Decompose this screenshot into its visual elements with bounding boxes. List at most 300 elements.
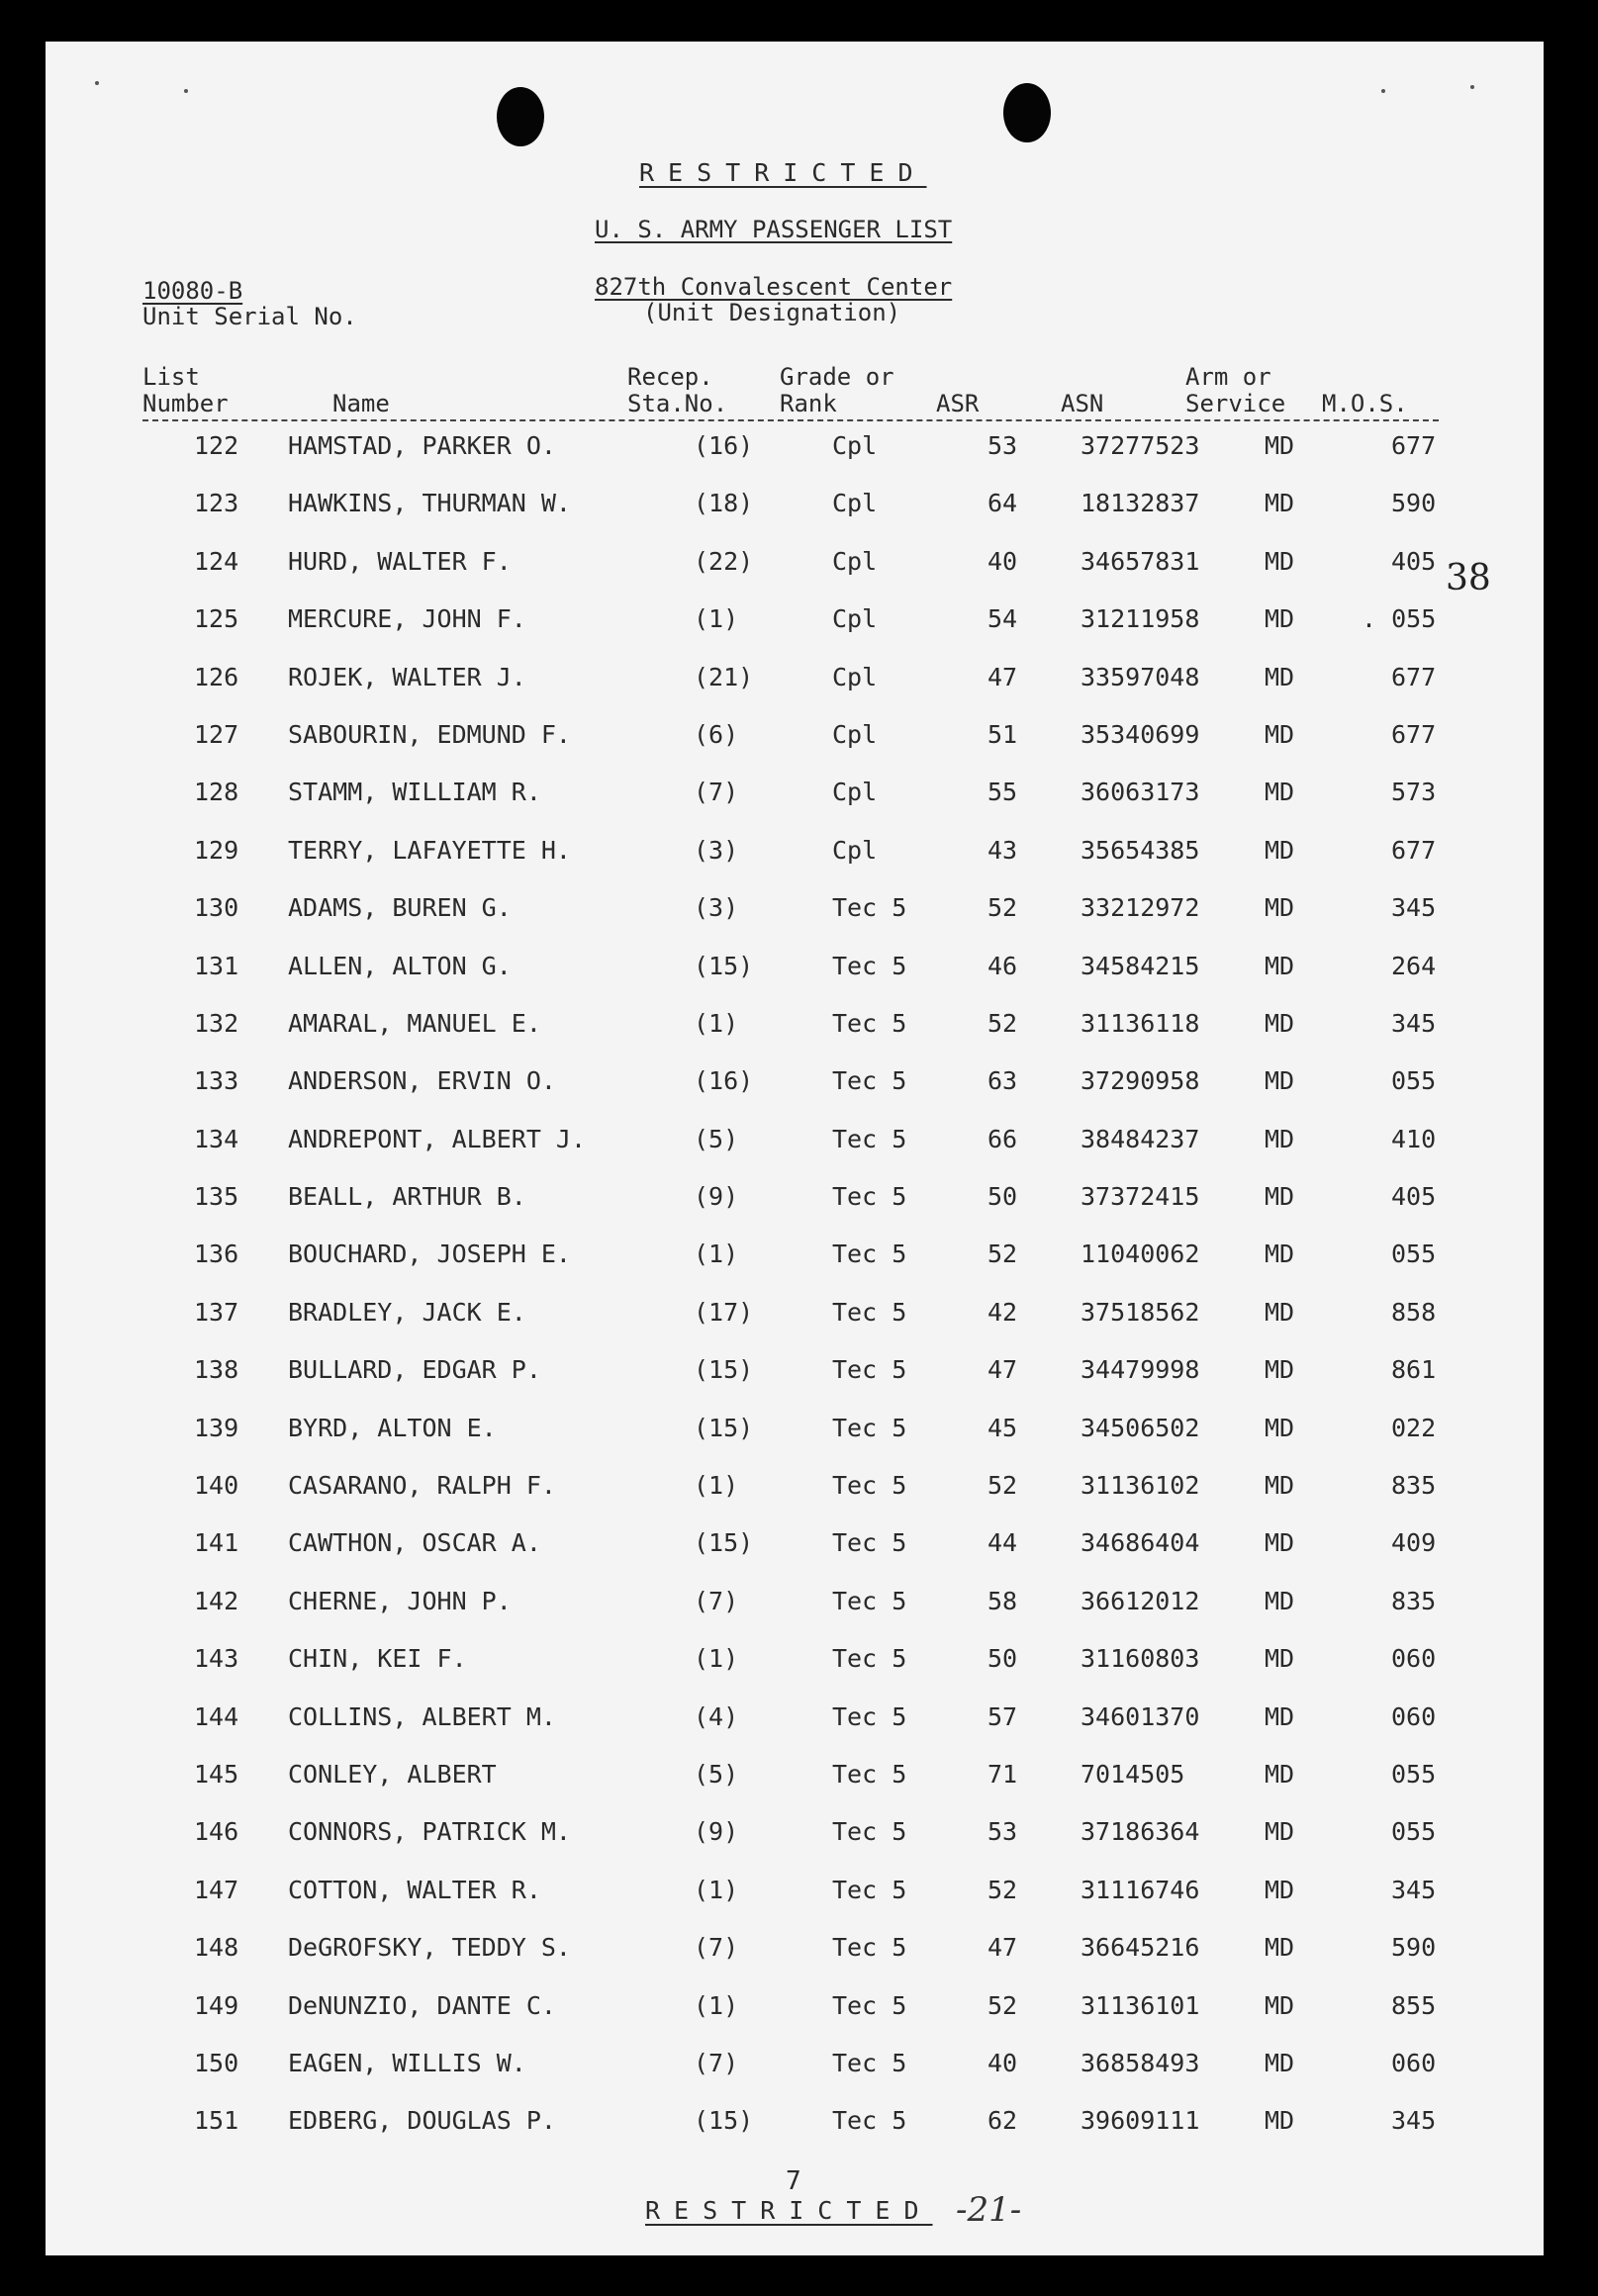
asn-number: 37372415 xyxy=(1081,1182,1200,1212)
asn-number: 31160803 xyxy=(1081,1644,1200,1674)
punch-hole-left xyxy=(497,87,544,146)
list-number: 141 xyxy=(194,1528,239,1558)
arm-service: MD xyxy=(1265,2106,1295,2136)
asr-score: 66 xyxy=(987,1124,1018,1153)
passenger-name: AMARAL, MANUEL E. xyxy=(288,1008,541,1038)
unit-designation: 827th Convalescent Center xyxy=(595,273,953,301)
passenger-name: ROJEK, WALTER J. xyxy=(288,662,526,691)
list-number: 134 xyxy=(194,1124,239,1153)
recep-station: (3) xyxy=(694,893,739,923)
list-number: 150 xyxy=(194,2048,239,2077)
recep-station: (21) xyxy=(694,662,754,691)
asr-score: 52 xyxy=(987,1008,1018,1038)
passenger-name: BOUCHARD, JOSEPH E. xyxy=(288,1240,571,1269)
grade-rank: Tec 5 xyxy=(832,1586,907,1615)
asn-number: 36612012 xyxy=(1081,1586,1200,1615)
asn-number: 39609111 xyxy=(1081,2106,1200,2136)
arm-service: MD xyxy=(1265,662,1295,691)
asn-number: 7014505 xyxy=(1081,1759,1185,1789)
list-number: 146 xyxy=(194,1817,239,1847)
grade-rank: Cpl xyxy=(832,778,878,807)
recep-station: (16) xyxy=(694,1066,754,1096)
passenger-name: HAMSTAD, PARKER O. xyxy=(288,431,556,460)
recep-station: (1) xyxy=(694,1471,739,1501)
col-grade-line2: Rank xyxy=(780,390,837,417)
mos-code: 345 xyxy=(1391,893,1437,923)
speck xyxy=(184,89,188,93)
passenger-name: EAGEN, WILLIS W. xyxy=(288,2048,526,2077)
recep-station: (3) xyxy=(694,835,739,865)
passenger-name: HURD, WALTER F. xyxy=(288,546,512,576)
passenger-name: CONLEY, ALBERT xyxy=(288,1759,497,1789)
unit-designation-label: (Unit Designation) xyxy=(643,299,901,326)
col-grade-line1: Grade or xyxy=(780,363,894,391)
asr-score: 40 xyxy=(987,546,1018,576)
asn-number: 36645216 xyxy=(1081,1933,1200,1963)
arm-service: MD xyxy=(1265,1933,1295,1963)
col-recep-line2: Sta.No. xyxy=(627,390,728,417)
grade-rank: Tec 5 xyxy=(832,1413,907,1442)
mos-code: 055 xyxy=(1391,1817,1437,1847)
list-number: 122 xyxy=(194,431,239,460)
arm-service: MD xyxy=(1265,489,1295,518)
restricted-footer: RESTRICTED xyxy=(645,2196,933,2225)
asn-number: 36063173 xyxy=(1081,778,1200,807)
arm-service: MD xyxy=(1265,778,1295,807)
table-row xyxy=(46,1294,1544,1351)
asr-score: 57 xyxy=(987,1701,1018,1731)
asr-score: 45 xyxy=(987,1413,1018,1442)
speck xyxy=(1381,89,1385,93)
mos-code: 855 xyxy=(1391,1990,1437,2020)
asr-score: 71 xyxy=(987,1759,1018,1789)
list-number: 129 xyxy=(194,835,239,865)
col-list-number-line1: List xyxy=(142,363,200,391)
mos-code: 861 xyxy=(1391,1355,1437,1385)
asn-number: 31211958 xyxy=(1081,604,1200,634)
table-row xyxy=(46,485,1544,542)
table-row xyxy=(46,1005,1544,1062)
table-row xyxy=(46,889,1544,947)
col-arm-line2: Service xyxy=(1185,390,1286,417)
table-row xyxy=(46,1351,1544,1409)
passenger-name: CAWTHON, OSCAR A. xyxy=(288,1528,541,1558)
arm-service: MD xyxy=(1265,1413,1295,1442)
list-number: 128 xyxy=(194,778,239,807)
margin-number: 38 xyxy=(1446,558,1491,598)
recep-station: (7) xyxy=(694,2048,739,2077)
mos-code: 835 xyxy=(1391,1586,1437,1615)
grade-rank: Cpl xyxy=(832,431,878,460)
recep-station: (1) xyxy=(694,604,739,634)
grade-rank: Tec 5 xyxy=(832,2048,907,2077)
table-row xyxy=(46,2045,1544,2102)
list-number: 126 xyxy=(194,662,239,691)
asn-number: 31116746 xyxy=(1081,1875,1200,1904)
recep-station: (1) xyxy=(694,1644,739,1674)
grade-rank: Tec 5 xyxy=(832,1875,907,1904)
list-number: 124 xyxy=(194,546,239,576)
passenger-name: BRADLEY, JACK E. xyxy=(288,1297,526,1327)
asr-score: 43 xyxy=(987,835,1018,865)
grade-rank: Tec 5 xyxy=(832,1528,907,1558)
recep-station: (22) xyxy=(694,546,754,576)
document-page xyxy=(46,42,1544,2255)
table-row xyxy=(46,1756,1544,1813)
grade-rank: Cpl xyxy=(832,835,878,865)
list-number: 151 xyxy=(194,2106,239,2136)
mos-code: 405 xyxy=(1391,546,1437,576)
table-row xyxy=(46,716,1544,774)
mos-code: 345 xyxy=(1391,2106,1437,2136)
asr-score: 52 xyxy=(987,1990,1018,2020)
mos-code: 055 xyxy=(1391,1240,1437,1269)
mos-code: 060 xyxy=(1391,1701,1437,1731)
recep-station: (15) xyxy=(694,951,754,980)
col-asn: ASN xyxy=(1061,390,1104,417)
mos-code: 060 xyxy=(1391,2048,1437,2077)
passenger-name: BEALL, ARTHUR B. xyxy=(288,1182,526,1212)
list-number: 147 xyxy=(194,1875,239,1904)
grade-rank: Cpl xyxy=(832,489,878,518)
arm-service: MD xyxy=(1265,951,1295,980)
table-row xyxy=(46,1583,1544,1640)
col-arm-line1: Arm or xyxy=(1185,363,1271,391)
asn-number: 34601370 xyxy=(1081,1701,1200,1731)
asr-score: 63 xyxy=(987,1066,1018,1096)
recep-station: (7) xyxy=(694,778,739,807)
list-number: 123 xyxy=(194,489,239,518)
table-row xyxy=(46,2102,1544,2159)
asn-number: 34584215 xyxy=(1081,951,1200,980)
arm-service: MD xyxy=(1265,546,1295,576)
passenger-name: SABOURIN, EDMUND F. xyxy=(288,719,571,749)
arm-service: MD xyxy=(1265,431,1295,460)
asn-number: 11040062 xyxy=(1081,1240,1200,1269)
recep-station: (1) xyxy=(694,1008,739,1038)
arm-service: MD xyxy=(1265,1297,1295,1327)
grade-rank: Tec 5 xyxy=(832,2106,907,2136)
table-row xyxy=(46,774,1544,831)
mos-code: 858 xyxy=(1391,1297,1437,1327)
passenger-name: CHERNE, JOHN P. xyxy=(288,1586,512,1615)
asr-score: 42 xyxy=(987,1297,1018,1327)
recep-station: (15) xyxy=(694,1528,754,1558)
passenger-name: HAWKINS, THURMAN W. xyxy=(288,489,571,518)
asn-number: 35654385 xyxy=(1081,835,1200,865)
asn-number: 31136118 xyxy=(1081,1008,1200,1038)
grade-rank: Tec 5 xyxy=(832,1817,907,1847)
table-row xyxy=(46,1178,1544,1236)
list-number: 133 xyxy=(194,1066,239,1096)
grade-rank: Tec 5 xyxy=(832,893,907,923)
table-row xyxy=(46,600,1544,658)
table-row xyxy=(46,1062,1544,1120)
mos-code: 677 xyxy=(1391,662,1437,691)
list-number: 140 xyxy=(194,1471,239,1501)
mos-code: 022 xyxy=(1391,1413,1437,1442)
mos-code: 055 xyxy=(1391,1066,1437,1096)
passenger-name: ANDERSON, ERVIN O. xyxy=(288,1066,556,1096)
mos-code: 345 xyxy=(1391,1008,1437,1038)
mos-code: . 055 xyxy=(1362,604,1437,634)
passenger-name: ADAMS, BUREN G. xyxy=(288,893,512,923)
col-name: Name xyxy=(332,390,390,417)
asn-number: 34657831 xyxy=(1081,546,1200,576)
mos-code: 055 xyxy=(1391,1759,1437,1789)
arm-service: MD xyxy=(1265,1586,1295,1615)
list-number: 138 xyxy=(194,1355,239,1385)
passenger-name: DeNUNZIO, DANTE C. xyxy=(288,1990,556,2020)
asr-score: 52 xyxy=(987,1240,1018,1269)
asn-number: 33212972 xyxy=(1081,893,1200,923)
list-number: 127 xyxy=(194,719,239,749)
list-number: 130 xyxy=(194,893,239,923)
table-row xyxy=(46,1929,1544,1986)
grade-rank: Tec 5 xyxy=(832,1471,907,1501)
mos-code: 410 xyxy=(1391,1124,1437,1153)
recep-station: (1) xyxy=(694,1875,739,1904)
asr-score: 54 xyxy=(987,604,1018,634)
table-row xyxy=(46,1813,1544,1871)
asr-score: 58 xyxy=(987,1586,1018,1615)
asn-number: 34479998 xyxy=(1081,1355,1200,1385)
asr-score: 47 xyxy=(987,1933,1018,1963)
col-recep-line1: Recep. xyxy=(627,363,713,391)
list-number: 148 xyxy=(194,1933,239,1963)
arm-service: MD xyxy=(1265,719,1295,749)
asn-number: 36858493 xyxy=(1081,2048,1200,2077)
table-row xyxy=(46,1524,1544,1582)
grade-rank: Tec 5 xyxy=(832,1124,907,1153)
restricted-header: RESTRICTED xyxy=(639,158,927,187)
asr-score: 62 xyxy=(987,2106,1018,2136)
grade-rank: Tec 5 xyxy=(832,1701,907,1731)
mos-code: 677 xyxy=(1391,719,1437,749)
list-number: 142 xyxy=(194,1586,239,1615)
unit-serial-label: Unit Serial No. xyxy=(142,303,357,330)
recep-station: (15) xyxy=(694,2106,754,2136)
grade-rank: Tec 5 xyxy=(832,1297,907,1327)
document-title: U. S. ARMY PASSENGER LIST xyxy=(595,216,953,243)
grade-rank: Tec 5 xyxy=(832,1759,907,1789)
grade-rank: Tec 5 xyxy=(832,1644,907,1674)
asr-score: 46 xyxy=(987,951,1018,980)
recep-station: (7) xyxy=(694,1586,739,1615)
asn-number: 18132837 xyxy=(1081,489,1200,518)
arm-service: MD xyxy=(1265,1875,1295,1904)
mos-code: 345 xyxy=(1391,1875,1437,1904)
arm-service: MD xyxy=(1265,1990,1295,2020)
asr-score: 51 xyxy=(987,719,1018,749)
asr-score: 52 xyxy=(987,893,1018,923)
asn-number: 31136101 xyxy=(1081,1990,1200,2020)
asn-number: 34506502 xyxy=(1081,1413,1200,1442)
list-number: 139 xyxy=(194,1413,239,1442)
recep-station: (1) xyxy=(694,1990,739,2020)
table-row xyxy=(46,1640,1544,1698)
asr-score: 55 xyxy=(987,778,1018,807)
table-row xyxy=(46,1987,1544,2045)
asr-score: 53 xyxy=(987,1817,1018,1847)
mos-code: 573 xyxy=(1391,778,1437,807)
table-row xyxy=(46,1121,1544,1178)
asr-score: 47 xyxy=(987,662,1018,691)
grade-rank: Cpl xyxy=(832,662,878,691)
list-number: 145 xyxy=(194,1759,239,1789)
mos-code: 590 xyxy=(1391,489,1437,518)
recep-station: (18) xyxy=(694,489,754,518)
col-asr: ASR xyxy=(936,390,980,417)
grade-rank: Cpl xyxy=(832,546,878,576)
table-row xyxy=(46,832,1544,889)
arm-service: MD xyxy=(1265,1124,1295,1153)
table-row xyxy=(46,1467,1544,1524)
arm-service: MD xyxy=(1265,1355,1295,1385)
punch-hole-right xyxy=(1003,83,1051,142)
arm-service: MD xyxy=(1265,604,1295,634)
passenger-name: CONNORS, PATRICK M. xyxy=(288,1817,571,1847)
table-row xyxy=(46,1236,1544,1293)
arm-service: MD xyxy=(1265,1528,1295,1558)
speck xyxy=(1470,85,1474,89)
passenger-name: STAMM, WILLIAM R. xyxy=(288,778,541,807)
asr-score: 52 xyxy=(987,1875,1018,1904)
asr-score: 44 xyxy=(987,1528,1018,1558)
grade-rank: Tec 5 xyxy=(832,1182,907,1212)
passenger-name: COLLINS, ALBERT M. xyxy=(288,1701,556,1731)
mos-code: 677 xyxy=(1391,431,1437,460)
page-number: 7 xyxy=(786,2166,801,2196)
unit-serial-number: 10080-B xyxy=(142,277,243,305)
table-row xyxy=(46,543,1544,600)
arm-service: MD xyxy=(1265,1644,1295,1674)
grade-rank: Cpl xyxy=(832,604,878,634)
arm-service: MD xyxy=(1265,2048,1295,2077)
list-number: 132 xyxy=(194,1008,239,1038)
asr-score: 47 xyxy=(987,1355,1018,1385)
recep-station: (7) xyxy=(694,1933,739,1963)
asr-score: 52 xyxy=(987,1471,1018,1501)
list-number: 149 xyxy=(194,1990,239,2020)
passenger-name: BULLARD, EDGAR P. xyxy=(288,1355,541,1385)
table-row xyxy=(46,1410,1544,1467)
table-row xyxy=(46,948,1544,1005)
recep-station: (15) xyxy=(694,1413,754,1442)
grade-rank: Tec 5 xyxy=(832,1066,907,1096)
mos-code: 060 xyxy=(1391,1644,1437,1674)
passenger-name: EDBERG, DOUGLAS P. xyxy=(288,2106,556,2136)
asr-score: 40 xyxy=(987,2048,1018,2077)
passenger-name: COTTON, WALTER R. xyxy=(288,1875,541,1904)
passenger-name: CHIN, KEI F. xyxy=(288,1644,467,1674)
recep-station: (5) xyxy=(694,1759,739,1789)
recep-station: (1) xyxy=(694,1240,739,1269)
passenger-name: DeGROFSKY, TEDDY S. xyxy=(288,1933,571,1963)
recep-station: (16) xyxy=(694,431,754,460)
mos-code: 590 xyxy=(1391,1933,1437,1963)
list-number: 131 xyxy=(194,951,239,980)
arm-service: MD xyxy=(1265,1182,1295,1212)
asn-number: 38484237 xyxy=(1081,1124,1200,1153)
grade-rank: Tec 5 xyxy=(832,951,907,980)
asn-number: 37277523 xyxy=(1081,431,1200,460)
mos-code: 264 xyxy=(1391,951,1437,980)
grade-rank: Tec 5 xyxy=(832,1240,907,1269)
arm-service: MD xyxy=(1265,1701,1295,1731)
grade-rank: Tec 5 xyxy=(832,1990,907,2020)
list-number: 137 xyxy=(194,1297,239,1327)
col-mos: M.O.S. xyxy=(1322,390,1408,417)
recep-station: (6) xyxy=(694,719,739,749)
mos-code: 835 xyxy=(1391,1471,1437,1501)
asr-score: 50 xyxy=(987,1644,1018,1674)
arm-service: MD xyxy=(1265,1240,1295,1269)
arm-service: MD xyxy=(1265,835,1295,865)
list-number: 135 xyxy=(194,1182,239,1212)
passenger-table xyxy=(46,427,1544,2160)
recep-station: (4) xyxy=(694,1701,739,1731)
asn-number: 34686404 xyxy=(1081,1528,1200,1558)
speck xyxy=(95,81,99,85)
recep-station: (15) xyxy=(694,1355,754,1385)
table-row xyxy=(46,659,1544,716)
arm-service: MD xyxy=(1265,1759,1295,1789)
table-row xyxy=(46,1872,1544,1929)
arm-service: MD xyxy=(1265,893,1295,923)
recep-station: (9) xyxy=(694,1817,739,1847)
passenger-name: MERCURE, JOHN F. xyxy=(288,604,526,634)
asr-score: 50 xyxy=(987,1182,1018,1212)
asr-score: 53 xyxy=(987,431,1018,460)
mos-code: 677 xyxy=(1391,835,1437,865)
mos-code: 409 xyxy=(1391,1528,1437,1558)
arm-service: MD xyxy=(1265,1066,1295,1096)
asn-number: 33597048 xyxy=(1081,662,1200,691)
asn-number: 37290958 xyxy=(1081,1066,1200,1096)
list-number: 143 xyxy=(194,1644,239,1674)
passenger-name: CASARANO, RALPH F. xyxy=(288,1471,556,1501)
table-row xyxy=(46,1699,1544,1756)
recep-station: (9) xyxy=(694,1182,739,1212)
table-row xyxy=(46,427,1544,485)
passenger-name: TERRY, LAFAYETTE H. xyxy=(288,835,571,865)
passenger-name: ALLEN, ALTON G. xyxy=(288,951,512,980)
asn-number: 35340699 xyxy=(1081,719,1200,749)
list-number: 125 xyxy=(194,604,239,634)
recep-station: (5) xyxy=(694,1124,739,1153)
asn-number: 31136102 xyxy=(1081,1471,1200,1501)
grade-rank: Tec 5 xyxy=(832,1008,907,1038)
grade-rank: Tec 5 xyxy=(832,1933,907,1963)
recep-station: (17) xyxy=(694,1297,754,1327)
arm-service: MD xyxy=(1265,1471,1295,1501)
arm-service: MD xyxy=(1265,1817,1295,1847)
mos-code: 405 xyxy=(1391,1182,1437,1212)
arm-service: MD xyxy=(1265,1008,1295,1038)
list-number: 136 xyxy=(194,1240,239,1269)
passenger-name: ANDREPONT, ALBERT J. xyxy=(288,1124,587,1153)
handwritten-page-mark: -21- xyxy=(956,2190,1022,2230)
grade-rank: Tec 5 xyxy=(832,1355,907,1385)
list-number: 144 xyxy=(194,1701,239,1731)
grade-rank: Cpl xyxy=(832,719,878,749)
asr-score: 64 xyxy=(987,489,1018,518)
passenger-name: BYRD, ALTON E. xyxy=(288,1413,497,1442)
col-list-number-line2: Number xyxy=(142,390,229,417)
header-rule xyxy=(142,419,1439,421)
asn-number: 37186364 xyxy=(1081,1817,1200,1847)
